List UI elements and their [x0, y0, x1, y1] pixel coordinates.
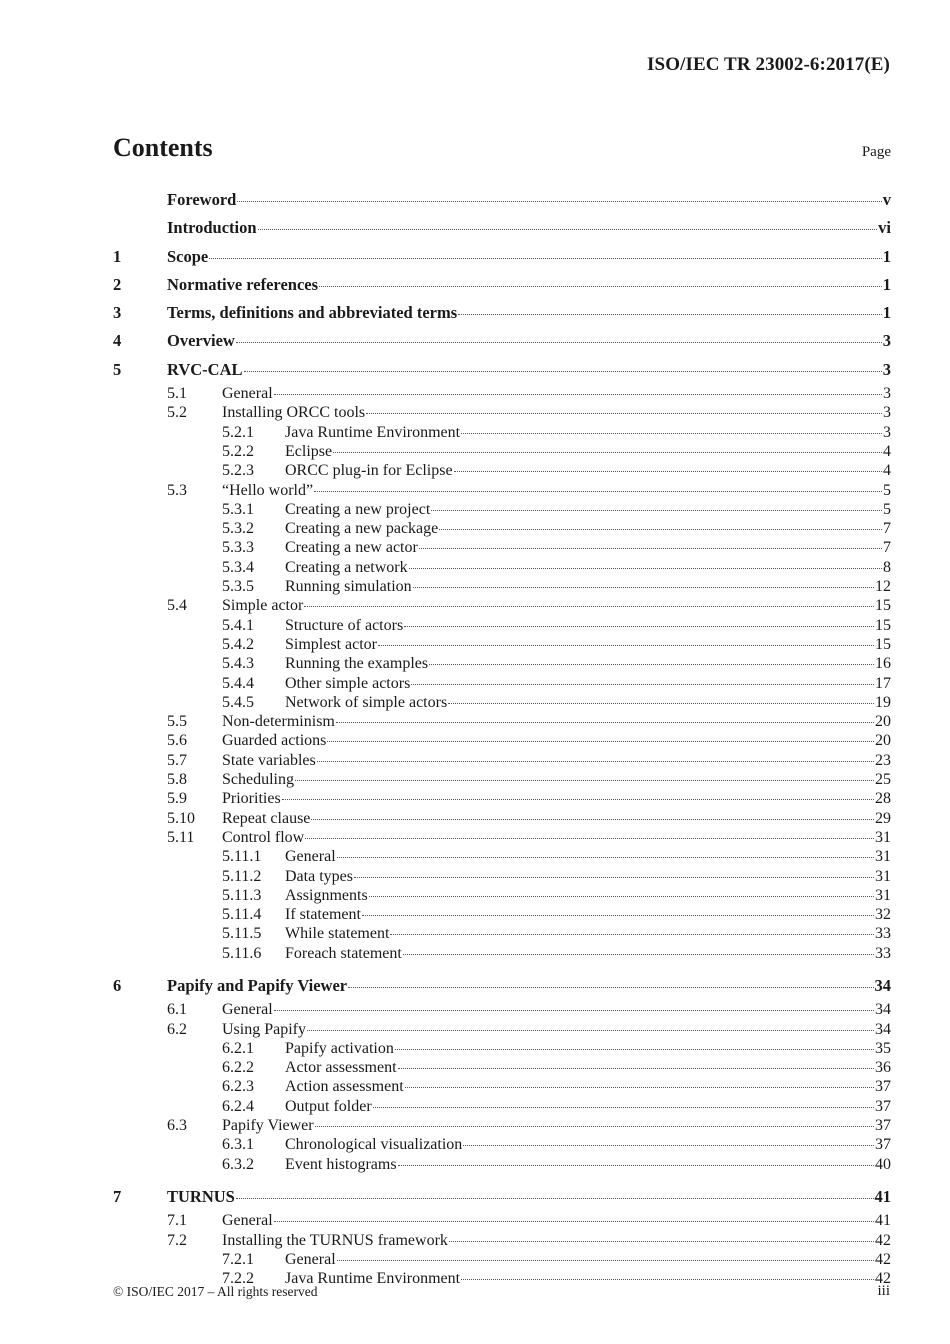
toc-entry-title: Non-determinism [222, 713, 335, 731]
dot-leader [409, 568, 882, 569]
toc-entry[interactable] [113, 1077, 891, 1096]
toc-entry-page: 34 [875, 1020, 891, 1038]
toc-entry-title: Control flow [222, 828, 305, 846]
toc-entry-number: 3 [113, 303, 122, 323]
toc-entry[interactable] [113, 519, 891, 538]
copyright-notice: © ISO/IEC 2017 – All rights reserved [113, 1284, 318, 1299]
toc-entry-title: If statement [285, 906, 361, 924]
toc-entry-page: 12 [875, 578, 891, 596]
toc-entry-page: 5 [883, 500, 891, 518]
toc-entry-number: 5.11.2 [222, 867, 262, 885]
toc-entry[interactable] [113, 1116, 891, 1135]
toc-entry-page: 31 [875, 886, 891, 904]
toc-entry-title: Data types [285, 867, 353, 885]
toc-entry[interactable] [113, 538, 891, 557]
toc-entry-page: 20 [875, 732, 891, 750]
toc-entry-page: 32 [875, 906, 891, 924]
toc-entry-title: Simplest actor [285, 635, 377, 653]
dot-leader [431, 510, 882, 511]
toc-entry-title: Papify and Papify Viewer [167, 975, 348, 995]
toc-entry-page: 42 [875, 1231, 891, 1249]
toc-entry-page: 3 [882, 331, 891, 351]
toc-entry[interactable] [113, 384, 891, 403]
toc-entry[interactable] [113, 654, 891, 673]
dot-leader [362, 915, 874, 916]
dot-leader [319, 286, 882, 287]
toc-entry[interactable] [113, 558, 891, 577]
toc-entry[interactable] [113, 1097, 891, 1116]
toc-entry-number: 6.2.4 [222, 1097, 254, 1115]
toc-entry-title: While statement [285, 925, 390, 943]
toc-entry-page: vi [878, 218, 891, 238]
toc-entry-title: Java Runtime Environment [285, 423, 461, 441]
toc-entry-page: 35 [875, 1039, 891, 1057]
toc-entry[interactable] [113, 693, 891, 712]
toc-entry[interactable] [113, 1231, 891, 1250]
toc-entry[interactable] [113, 944, 891, 963]
toc-entry[interactable] [113, 423, 891, 442]
page-number: iii [877, 1283, 890, 1299]
dot-leader [405, 1087, 874, 1088]
toc-entry-number: 5.4.5 [222, 693, 254, 711]
dot-leader [315, 1126, 874, 1127]
dot-leader [337, 1260, 874, 1261]
toc-entry-page: 15 [875, 635, 891, 653]
toc-entry-title: Creating a new project [285, 500, 431, 518]
toc-entry-title: Eclipse [285, 442, 333, 460]
toc-entry-title: TURNUS [167, 1186, 235, 1206]
toc-entry-title: Installing the TURNUS framework [222, 1231, 448, 1249]
dot-leader [404, 626, 874, 627]
toc-entry-page: 1 [882, 303, 891, 323]
toc-entry-number: 6.3.2 [222, 1155, 254, 1173]
toc-entry-page: 20 [875, 713, 891, 731]
toc-entry-number: 5 [113, 359, 122, 379]
toc-entry-title: Running the examples [285, 655, 429, 673]
toc-entry[interactable] [113, 403, 891, 422]
toc-entry-number: 5.1 [167, 385, 187, 403]
toc-entry[interactable] [113, 299, 891, 327]
contents-title: Contents [113, 133, 213, 162]
dot-leader [373, 1107, 874, 1108]
toc-entry-title: Simple actor [222, 597, 304, 615]
toc-entry-page: 34 [874, 975, 891, 995]
toc-entry-title: Creating a new actor [285, 539, 418, 557]
toc-entry-title: Overview [167, 331, 235, 351]
toc-entry-page: 3 [883, 404, 891, 422]
toc-entry-page: 15 [875, 616, 891, 634]
dot-leader [311, 819, 874, 820]
dot-leader [295, 780, 874, 781]
toc-entry[interactable] [113, 635, 891, 654]
toc-entry-page: 33 [875, 925, 891, 943]
toc-entry[interactable] [113, 1058, 891, 1077]
dot-leader [236, 342, 882, 343]
toc-entry-page: 1 [882, 274, 891, 294]
toc-entry-title: Terms, definitions and abbreviated terms [167, 303, 458, 323]
toc-entry-title: Papify Viewer [222, 1117, 314, 1135]
toc-entry-title: Other simple actors [285, 674, 411, 692]
dot-leader [333, 452, 882, 453]
toc-entry-page: 41 [875, 1212, 891, 1230]
toc-entry-number: 5.11.6 [222, 944, 262, 962]
toc-entry-number: 5.3.1 [222, 500, 254, 518]
toc-entry-number: 6.3.1 [222, 1136, 254, 1154]
toc-entry-title: General [222, 385, 273, 403]
toc-entry-number: 5.10 [167, 809, 195, 827]
toc-entry[interactable] [113, 770, 891, 789]
toc-entry[interactable] [113, 828, 891, 847]
toc-entry-title: Scheduling [222, 771, 294, 789]
toc-entry[interactable] [113, 1250, 891, 1269]
toc-entry[interactable] [113, 972, 891, 1000]
dot-leader [327, 741, 874, 742]
toc-entry[interactable] [113, 1183, 891, 1211]
toc-entry-page: 7 [883, 520, 891, 538]
toc-entry[interactable] [113, 905, 891, 924]
toc-entry[interactable] [113, 1039, 891, 1058]
toc-entry-title: Repeat clause [222, 809, 311, 827]
toc-entry-number: 5.3.3 [222, 539, 254, 557]
dot-leader [448, 703, 874, 704]
toc-entry-number: 5.4 [167, 597, 187, 615]
toc-entry[interactable] [113, 271, 891, 299]
toc-entry-page: 23 [875, 751, 891, 769]
dot-leader [354, 877, 874, 878]
dot-leader [314, 491, 882, 492]
toc-entry[interactable] [113, 847, 891, 866]
toc-entry-page: v [882, 190, 891, 209]
toc-entry[interactable] [113, 481, 891, 500]
toc-entry[interactable] [113, 1000, 891, 1019]
toc-entry[interactable] [113, 243, 891, 271]
dot-leader [390, 934, 874, 935]
toc-entry-title: Normative references [167, 274, 319, 294]
toc-entry-title: ORCC plug-in for Eclipse [285, 462, 453, 480]
toc-entry[interactable] [113, 461, 891, 480]
toc-entry-number: 6.2 [167, 1020, 187, 1038]
toc-entry-number: 5.2.2 [222, 442, 254, 460]
contents-title-row [113, 133, 891, 163]
toc-entry-number: 5.7 [167, 751, 187, 769]
toc-entry-title: RVC-CAL [167, 359, 243, 379]
dot-leader [461, 433, 882, 434]
toc-entry-page: 4 [883, 462, 891, 480]
toc-entry-number: 5.3.5 [222, 578, 254, 596]
toc-entry-number: 2 [113, 274, 122, 294]
toc-entry-number: 5.8 [167, 771, 187, 789]
dot-leader [305, 838, 874, 839]
toc-entry[interactable] [113, 186, 891, 214]
toc-entry-title: Papify activation [285, 1039, 394, 1057]
toc-entry-page: 16 [875, 655, 891, 673]
toc-entry-number: 5.3.2 [222, 520, 254, 538]
toc-entry-page: 15 [875, 597, 891, 615]
toc-entry-page: 8 [883, 558, 891, 576]
dot-leader [403, 954, 874, 955]
toc-entry-page: 33 [875, 944, 891, 962]
toc-entry-number: 5.2.1 [222, 423, 254, 441]
toc-entry-page: 29 [875, 809, 891, 827]
toc-entry-page: 25 [875, 771, 891, 789]
toc-entry-page: 34 [875, 1001, 891, 1019]
dot-leader [411, 684, 874, 685]
toc-entry-title: Creating a network [285, 558, 408, 576]
toc-entry-number: 5.4.3 [222, 655, 254, 673]
toc-entry-title: State variables [222, 751, 316, 769]
toc-entry-title: Output folder [285, 1097, 372, 1115]
toc-entry-title: Running simulation [285, 578, 412, 596]
dot-leader [237, 201, 881, 202]
toc-entry-number: 5.11.4 [222, 906, 262, 924]
toc-entry-page: 37 [875, 1117, 891, 1135]
toc-entry-page: 4 [883, 442, 891, 460]
toc-entry[interactable] [113, 886, 891, 905]
toc-entry[interactable] [113, 789, 891, 808]
toc-entry-page: 36 [875, 1059, 891, 1077]
toc-entry-title: Foreach statement [285, 944, 402, 962]
toc-entry-number: 5.6 [167, 732, 187, 750]
dot-leader [317, 761, 874, 762]
toc-entry[interactable] [113, 616, 891, 635]
toc-entry-title: Foreword [167, 190, 237, 209]
dot-leader [419, 548, 882, 549]
document-id: ISO/IEC TR 23002-6:2017(E) [647, 54, 890, 75]
toc-entry[interactable] [113, 327, 891, 355]
toc-entry-number: 5.2.3 [222, 462, 254, 480]
toc-entry-number: 5.3 [167, 481, 187, 499]
dot-leader [395, 1049, 874, 1050]
toc-entry[interactable] [113, 1155, 891, 1174]
toc-entry-page: 40 [875, 1155, 891, 1173]
toc-entry-page: 1 [882, 246, 891, 266]
toc-entry-page: 7 [883, 539, 891, 557]
toc-entry-page: 37 [875, 1078, 891, 1096]
dot-leader [398, 1068, 874, 1069]
toc-entry-page: 41 [874, 1186, 891, 1206]
dot-leader [458, 314, 882, 315]
toc-entry-title: Structure of actors [285, 616, 404, 634]
toc-entry-title: Action assessment [285, 1078, 404, 1096]
toc-entry-number: 6.2.3 [222, 1078, 254, 1096]
toc-entry-number: 6.2.1 [222, 1039, 254, 1057]
toc-entry-title: Java Runtime Environment [285, 1270, 461, 1288]
toc-entry-title: Introduction [167, 218, 257, 238]
dot-leader [439, 529, 882, 530]
toc-entry-number: 5.3.4 [222, 558, 254, 576]
toc-entry-page: 3 [883, 385, 891, 403]
dot-leader [307, 1030, 874, 1031]
toc-entry[interactable] [113, 500, 891, 519]
toc-entry-title: General [285, 848, 336, 866]
dot-leader [463, 1145, 874, 1146]
toc-entry-page: 5 [883, 481, 891, 499]
toc-entry[interactable] [113, 674, 891, 693]
toc-entry-page: 37 [875, 1136, 891, 1154]
toc-entry-page: 3 [882, 359, 891, 379]
toc-entry-number: 6.1 [167, 1001, 187, 1019]
toc-entry-number: 7.2.1 [222, 1250, 254, 1268]
dot-leader [274, 1010, 874, 1011]
dot-leader [304, 606, 874, 607]
toc-entry-number: 6.3 [167, 1117, 187, 1135]
toc-entry[interactable] [113, 731, 891, 750]
dot-leader [282, 799, 874, 800]
dot-leader [369, 896, 874, 897]
toc-entry[interactable] [113, 1211, 891, 1230]
toc-entry-number: 7.1 [167, 1212, 187, 1230]
toc-entry-number: 5.4.2 [222, 635, 254, 653]
toc-entry-number: 1 [113, 246, 122, 266]
dot-leader [398, 1165, 874, 1166]
page-column-label: Page [861, 144, 891, 160]
toc-entry[interactable] [113, 924, 891, 943]
toc-entry-title: Guarded actions [222, 732, 327, 750]
toc-entry-number: 5.11 [167, 828, 195, 846]
toc-entry-page: 31 [875, 828, 891, 846]
toc-entry-page: 31 [875, 848, 891, 866]
dot-leader [274, 394, 882, 395]
toc-entry-number: 5.5 [167, 713, 187, 731]
toc-entry-title: Installing ORCC tools [222, 404, 366, 422]
toc-entry[interactable] [113, 356, 891, 384]
dot-leader [337, 857, 874, 858]
toc-entry[interactable] [113, 1020, 891, 1039]
toc-entry-number: 6.2.2 [222, 1059, 254, 1077]
toc-entry-page: 42 [875, 1250, 891, 1268]
dot-leader [244, 371, 882, 372]
toc-entry-page: 42 [875, 1270, 891, 1288]
toc-entry[interactable] [113, 712, 891, 731]
toc-entry[interactable] [113, 751, 891, 770]
dot-leader [236, 1198, 874, 1199]
toc-entry-title: General [222, 1001, 273, 1019]
toc-entry-title: Actor assessment [285, 1059, 397, 1077]
dot-leader [429, 664, 874, 665]
toc-entry-page: 19 [875, 693, 891, 711]
toc-entry-title: Scope [167, 246, 209, 266]
toc-entry-title: General [285, 1250, 336, 1268]
dot-leader [378, 645, 874, 646]
toc-entry[interactable] [113, 596, 891, 615]
toc-entry-number: 4 [113, 331, 122, 351]
toc-entry-number: 7.2.2 [222, 1270, 254, 1288]
toc-entry-number: 5.2 [167, 404, 187, 422]
toc-entry[interactable] [113, 577, 891, 596]
toc-entry-number: 7 [113, 1186, 122, 1206]
toc-entry-title: Event histograms [285, 1155, 397, 1173]
toc-entry[interactable] [113, 442, 891, 461]
toc-entry-number: 6 [113, 975, 122, 995]
toc-entry-page: 17 [875, 674, 891, 692]
toc-entry-title: Network of simple actors [285, 693, 448, 711]
toc-entry-page: 3 [883, 423, 891, 441]
toc-entry-number: 5.11.1 [222, 848, 262, 866]
toc-entry-title: “Hello world” [222, 481, 314, 499]
toc-entry-number: 5.11.5 [222, 925, 262, 943]
dot-leader [413, 587, 874, 588]
toc-entry[interactable] [113, 867, 891, 886]
toc-entry-page: 28 [875, 790, 891, 808]
dot-leader [209, 258, 882, 259]
dot-leader [366, 413, 882, 414]
dot-leader [454, 471, 882, 472]
dot-leader [461, 1279, 874, 1280]
toc-entry-title: Priorities [222, 790, 281, 808]
toc-entry-number: 5.11.3 [222, 886, 262, 904]
toc-entry-title: Creating a new package [285, 520, 439, 538]
toc-entry-title: Chronological visualization [285, 1136, 463, 1154]
dot-leader [258, 229, 878, 230]
dot-leader [336, 722, 874, 723]
toc-entry-title: Using Papify [222, 1020, 306, 1038]
toc-entry[interactable] [113, 214, 891, 242]
toc-entry-page: 37 [875, 1097, 891, 1115]
table-of-contents [113, 186, 891, 1288]
dot-leader [274, 1221, 874, 1222]
toc-entry-number: 5.9 [167, 790, 187, 808]
toc-entry-title: General [222, 1212, 273, 1230]
toc-entry-page: 31 [875, 867, 891, 885]
dot-leader [449, 1241, 874, 1242]
toc-entry-number: 5.4.4 [222, 674, 254, 692]
dot-leader [348, 987, 873, 988]
toc-entry-number: 5.4.1 [222, 616, 254, 634]
toc-entry-title: Assignments [285, 886, 368, 904]
toc-entry-number: 7.2 [167, 1231, 187, 1249]
toc-entry[interactable] [113, 809, 891, 828]
toc-entry[interactable] [113, 1135, 891, 1154]
